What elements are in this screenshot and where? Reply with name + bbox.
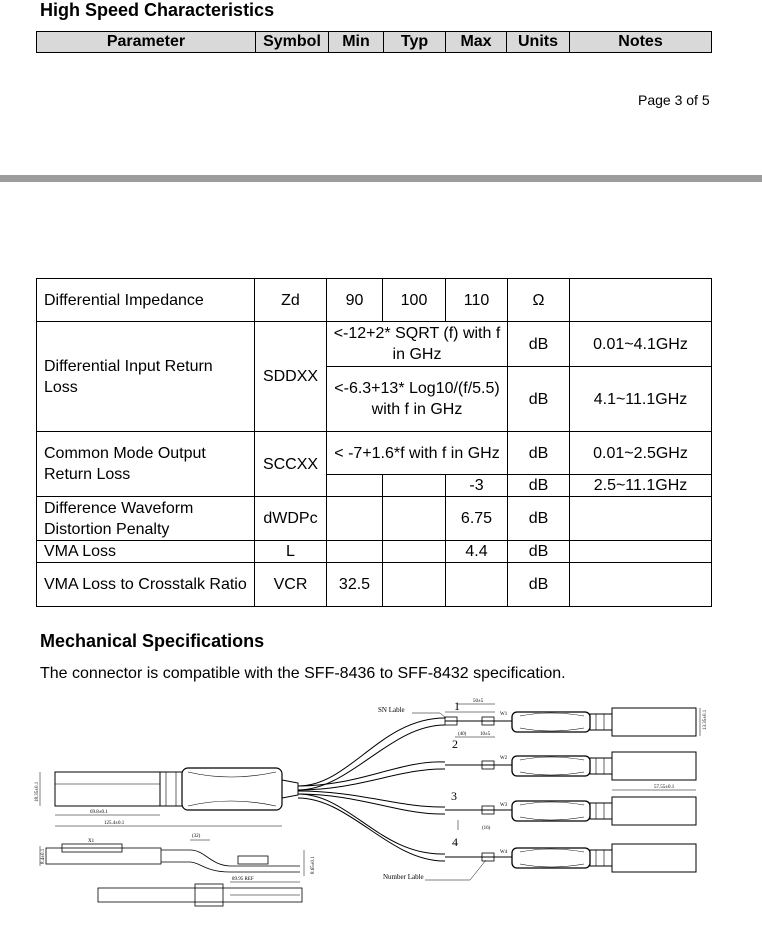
number-label-text: Number Lable <box>383 873 424 881</box>
param-cell: Differential Input Return Loss <box>37 322 255 432</box>
dim-8995: 89.95 REF <box>232 877 254 882</box>
min-cell: 90 <box>327 279 383 322</box>
sn-label-text: SN Lable <box>378 706 405 714</box>
table-row <box>37 279 712 322</box>
value-cell: <-6.3+13* Log10/(f/5.5) with f in GHz <box>327 367 508 432</box>
symbol-cell: VCR <box>255 563 327 607</box>
leg-number-4: 4 <box>452 835 458 849</box>
header-symbol: Symbol <box>256 32 329 53</box>
symbol-cell: Zd <box>255 279 327 322</box>
dimension-lines <box>40 704 700 830</box>
header-min: Min <box>329 32 384 53</box>
notes-cell: 2.5~11.1GHz <box>570 475 712 497</box>
param-cell: VMA Loss <box>37 541 255 563</box>
notes-cell: 4.1~11.1GHz <box>570 367 712 432</box>
units-cell: dB <box>508 367 570 432</box>
qsfp-connector <box>55 768 298 810</box>
dim-10: 10±5 <box>480 732 491 737</box>
typ-cell <box>383 541 446 563</box>
side-views <box>40 840 304 906</box>
symbol-cell: L <box>255 541 327 563</box>
min-cell <box>327 475 383 497</box>
header-parameter: Parameter <box>37 32 256 53</box>
spec-table <box>36 278 712 607</box>
header-units: Units <box>507 32 570 53</box>
max-cell: 6.75 <box>446 497 508 541</box>
leg-tag-w3: W3 <box>500 803 508 808</box>
leg-tag-w1: W1 <box>500 712 508 717</box>
page-number: Page 3 of 5 <box>638 92 710 108</box>
fanout-cables <box>298 718 512 861</box>
dim-184: 18.35±0.1 <box>35 781 40 802</box>
value-cell: <-12+2* SQRT (f) with f in GHz <box>327 322 508 367</box>
header-notes: Notes <box>570 32 712 53</box>
notes-cell: 0.01~4.1GHz <box>570 322 712 367</box>
symbol-cell: SDDXX <box>255 322 327 432</box>
notes-cell <box>570 497 712 541</box>
param-cell: Difference Waveform Distortion Penalty <box>37 497 255 541</box>
param-cell: Common Mode Output Return Loss <box>37 432 255 497</box>
units-cell: dB <box>508 432 570 475</box>
max-cell: -3 <box>446 475 508 497</box>
min-cell <box>327 541 383 563</box>
section-title-high-speed: High Speed Characteristics <box>40 0 275 20</box>
typ-cell <box>383 475 446 497</box>
dim-50: 50±5 <box>473 699 484 704</box>
notes-cell <box>570 541 712 563</box>
header-max: Max <box>446 32 507 53</box>
leg-tag-w4: W4 <box>500 850 508 855</box>
mechanical-description: The connector is compatible with the SFF-8436 to SFF-8432 specification. <box>40 665 566 682</box>
notes-cell <box>570 563 712 607</box>
units-cell: dB <box>508 563 570 607</box>
max-cell: 4.4 <box>446 541 508 563</box>
dim-698: 69.8±0.1 <box>90 810 108 815</box>
dim-32: (32) <box>192 834 201 839</box>
min-cell <box>327 497 383 541</box>
units-cell: dB <box>508 475 570 497</box>
dim-5755: 57.55±0.1 <box>654 785 675 790</box>
header-typ: Typ <box>384 32 446 53</box>
table-row <box>37 322 712 367</box>
leg-number-1: 1 <box>454 699 460 713</box>
units-cell: dB <box>508 541 570 563</box>
leg-number-2: 2 <box>452 737 458 751</box>
max-cell: 110 <box>446 279 508 322</box>
dim-84: 8.4±0.1 <box>41 848 46 864</box>
notes-cell: 0.01~2.5GHz <box>570 432 712 475</box>
min-cell: 32.5 <box>327 563 383 607</box>
table-row <box>37 541 712 563</box>
dim-865: 8.65±0.1 <box>311 856 316 874</box>
dim-x1: X1 <box>88 839 95 844</box>
notes-cell <box>570 279 712 322</box>
symbol-cell: dWDPc <box>255 497 327 541</box>
units-cell: dB <box>508 322 570 367</box>
typ-cell <box>383 563 446 607</box>
table-row <box>37 563 712 607</box>
section-title-mechanical: Mechanical Specifications <box>40 631 265 651</box>
leg-number-3: 3 <box>451 789 457 803</box>
typ-cell: 100 <box>383 279 446 322</box>
leader-lines <box>412 713 486 880</box>
dim-1254: 125.4±0.1 <box>104 821 125 826</box>
cable-drawing <box>0 690 762 926</box>
page-divider <box>0 175 762 182</box>
table-row <box>37 432 712 475</box>
dim-16: (16) <box>482 826 491 831</box>
units-cell: Ω <box>508 279 570 322</box>
param-cell: Differential Impedance <box>37 279 255 322</box>
table-header <box>36 31 712 53</box>
table-row <box>37 497 712 541</box>
leg-tag-w2: W2 <box>500 756 508 761</box>
typ-cell <box>383 497 446 541</box>
value-cell: < -7+1.6*f with f in GHz <box>327 432 508 475</box>
dim-40: (40) <box>458 732 467 737</box>
dim-1335: 13.35±0.1 <box>703 709 708 730</box>
units-cell: dB <box>508 497 570 541</box>
symbol-cell: SCCXX <box>255 432 327 497</box>
param-cell: VMA Loss to Crosstalk Ratio <box>37 563 255 607</box>
max-cell <box>446 563 508 607</box>
